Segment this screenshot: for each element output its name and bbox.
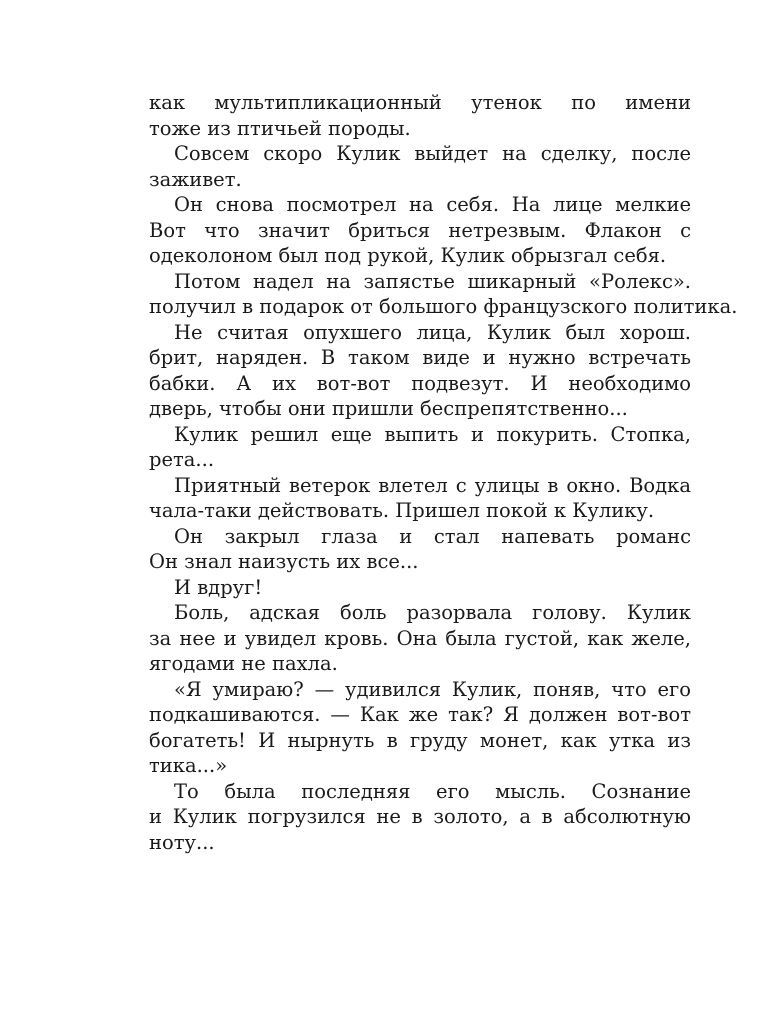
text-line: тоже из птичьей породы. <box>149 116 411 140</box>
text-line: как мультипликационный утенок по имени <box>149 91 691 114</box>
text-line: заживет. <box>149 167 242 191</box>
text-line: Потом надел на запястье шикарный «Ролекс». <box>174 269 691 293</box>
text-line: за нее и увидел кровь. Она была густой, как желе, <box>149 626 691 650</box>
text-line: Вот что значит бриться нетрезвым. Флакон с <box>149 218 691 242</box>
text-line: брит, наряден. В таком виде и нужно встречать <box>149 346 691 369</box>
text-line: ноту... <box>149 830 215 854</box>
text-line: дверь, чтобы они пришли беспрепятственно... <box>149 397 628 420</box>
text-line: и Кулик погрузился не в золото, а в абсолютную <box>149 805 691 828</box>
text-line: Он знал наизусть их все... <box>149 550 419 573</box>
text-line: Он закрыл глаза и стал напевать романс <box>174 524 691 548</box>
text-line: рета... <box>149 448 215 471</box>
text-line: одеколоном был под рукой, Кулик обрызгал себя. <box>149 244 667 267</box>
text-line: тика...» <box>149 754 228 777</box>
text-line: Боль, адская боль разорвала голову. Кулик <box>174 601 691 624</box>
text-line: подкашиваются. — Как же так? Я должен вот-вот <box>149 703 691 726</box>
text-line: Кулик решил еще выпить и покурить. Стопка, <box>174 422 691 446</box>
text-line: богатеть! И нырнуть в груду монет, как утка из <box>149 728 691 752</box>
text-line: бабки. А их вот-вот подвезут. И необходимо <box>149 371 691 395</box>
text-line: И вдруг! <box>174 575 263 599</box>
text-line: чала-таки действовать. Пришел покой к Кулику. <box>149 499 655 522</box>
text-line: ягодами не пахла. <box>149 652 338 675</box>
text-line: Он снова посмотрел на себя. На лице мелкие <box>174 193 691 216</box>
text-line: Приятный ветерок влетел с улицы в окно. Водка <box>174 473 691 497</box>
body-text <box>149 90 738 855</box>
text-line: То была последняя его мысль. Сознание <box>174 779 691 803</box>
text-line: Совсем скоро Кулик выйдет на сделку, после <box>174 142 691 165</box>
text-line: Не считая опухшего лица, Кулик был хорош. <box>174 320 691 344</box>
text-line: «Я умираю? — удивился Кулик, поняв, что его <box>174 677 691 701</box>
text-line: получил в подарок от большого французского политика. <box>149 295 738 318</box>
